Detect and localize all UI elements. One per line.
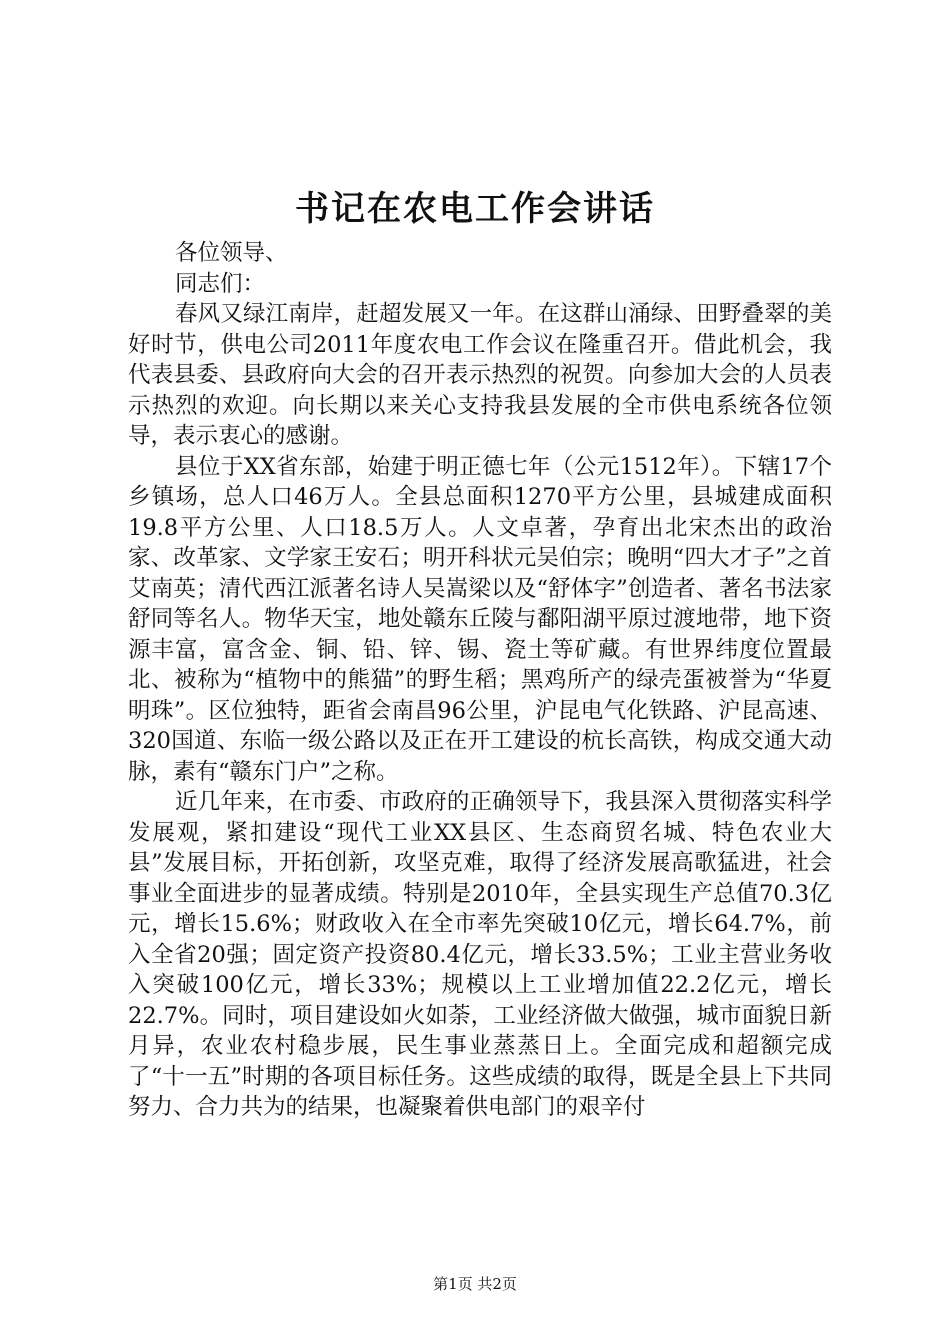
page-footer: 第1页 共2页	[433, 1275, 517, 1293]
paragraph-achievements: 近几年来，在市委、市政府的正确领导下，我县深入贯彻落实科学发展观，紧扣建设“现代工业XX县区、生态商贸名城、特色农业大县”发展目标，开拓创新，攻坚克难，取得了经济发展高歌猛进，社会事业全面进步的显著成绩。特别是2010年，全县实现生产总值70.3亿元，增长15.6%；财政收入在全市率先突破10亿元，增长64.7%，前入全省20强；固定资产投资80.4亿元，增长33.5%；工业主营业务收入突破100亿元，增长33%；规模以上工业增加值22.2亿元，增长22.7%。同时，项目建设如火如荼，工业经济做大做强，城市面貌日新月异，农业农村稳步展，民生事业蒸蒸日上。全面完成和超额完成了“十一五”时期的各项目标任务。这些成绩的取得，既是全县上下共同努力、合力共为的结果，也凝聚着供电部门的艰辛付	[128, 789, 832, 1120]
paragraph-opening: 春风又绿江南岸，赶超发展又一年。在这群山涌绿、田野叠翠的美好时节，供电公司2011年度农电工作会议在隆重召开。借此机会，我代表县委、县政府向大会的召开表示热烈的祝贺。向参加大会的人员表示热烈的欢迎。向长期以来关心支持我县发展的全市供电系统各位领导，表示衷心的感谢。	[128, 301, 832, 449]
paragraph-county-profile: 县位于XX省东部，始建于明正德七年（公元1512年）。下辖17个乡镇场，总人口46万人。全县总面积1270平方公里，县城建成面积19.8平方公里、人口18.5万人。人文卓著，孕育出北宋杰出的政治家、改革家、文学家王安石；明开科状元吴伯宗；晚明“四大才子”之首艾南英；清代西江派著名诗人吴嵩梁以及“舒体字”创造者、著名书法家舒同等名人。物华天宝，地处赣东丘陵与鄱阳湖平原过渡地带，地下资源丰富，富含金、铜、铅、锌、锡、瓷土等矿藏。有世界纬度位置最北、被称为“植物中的熊猫”的野生稻；黑鸡所产的绿壳蛋被誉为“华夏明珠”。区位独特，距省会南昌96公里，沪昆电气化铁路、沪昆高速、320国道、东临一级公路以及正在开工建设的杭长高铁，构成交通大动脉，素有“赣东门户”之称。	[128, 453, 832, 785]
salutation-comrades: 同志们：	[175, 270, 266, 297]
page-title: 书记在农电工作会讲话	[295, 189, 655, 229]
document-body	[128, 238, 832, 1123]
salutation-leaders: 各位领导、	[175, 240, 288, 266]
